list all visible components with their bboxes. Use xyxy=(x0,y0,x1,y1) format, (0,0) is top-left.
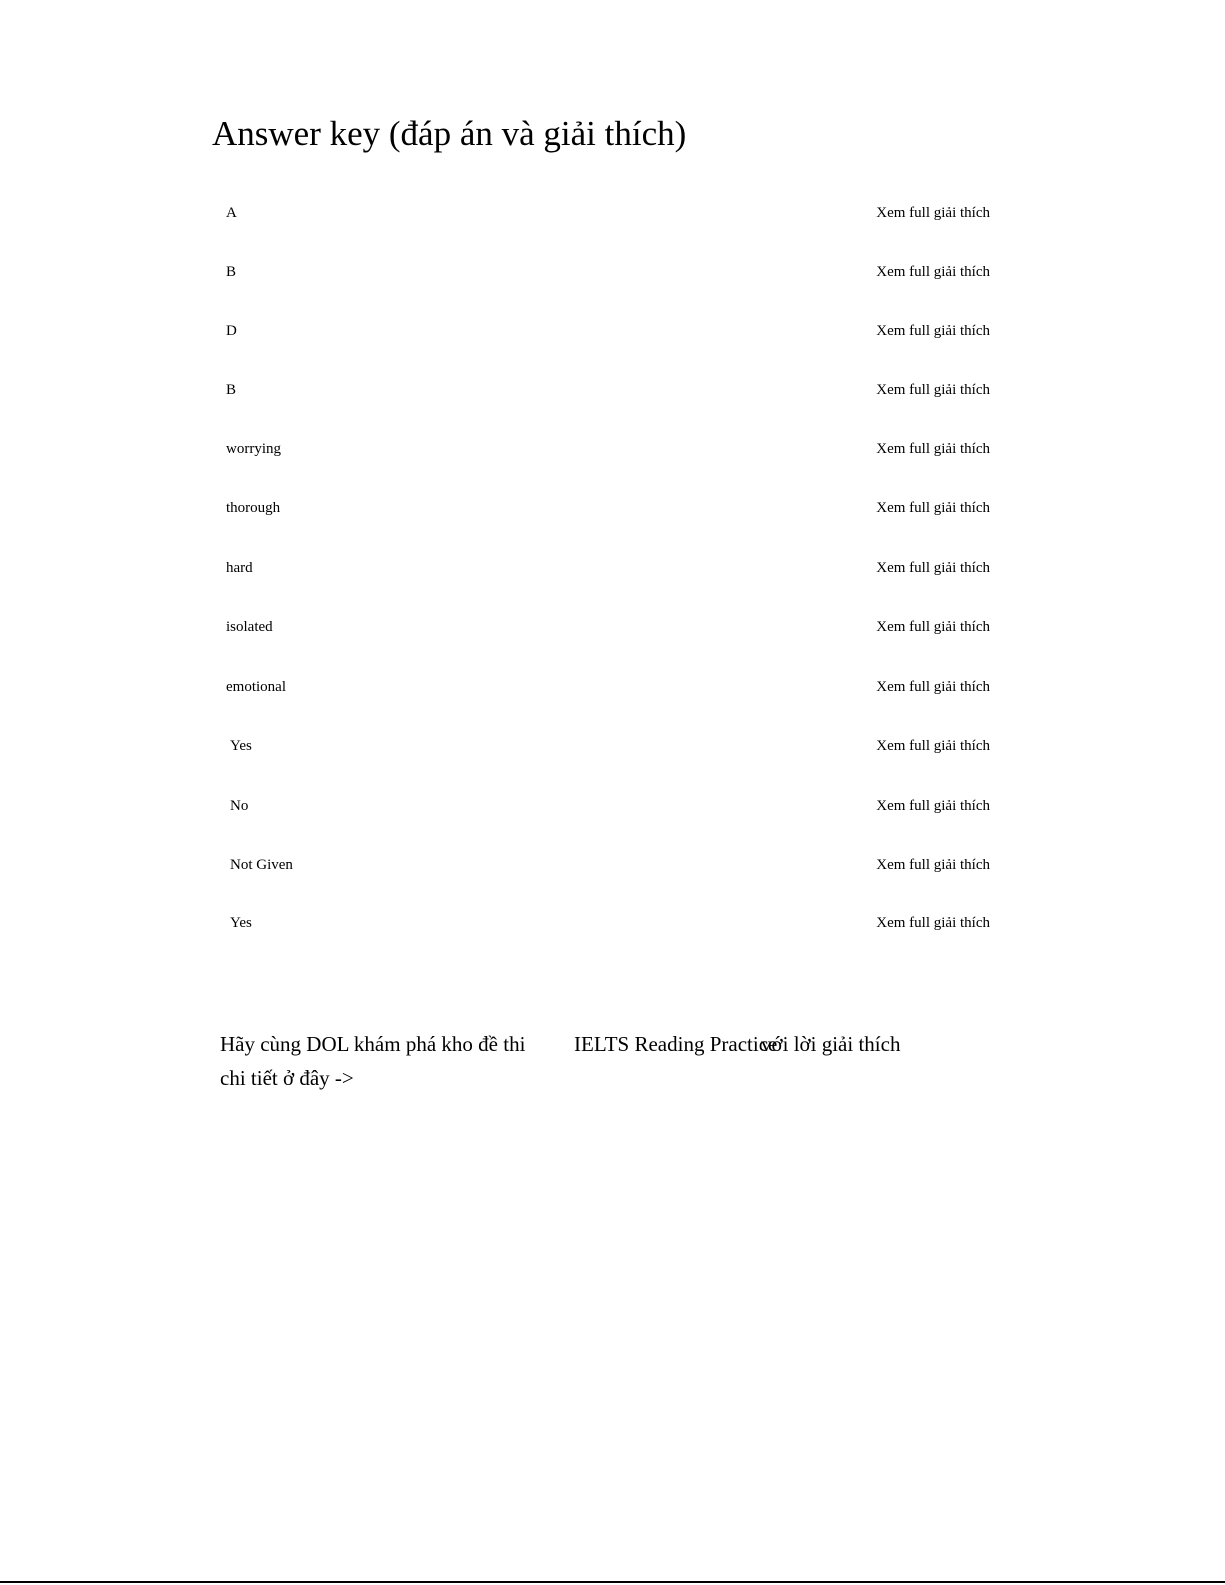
explanation-link[interactable]: Xem full giải thích xyxy=(876,264,990,280)
explanation-link[interactable]: Xem full giải thích xyxy=(876,738,990,754)
explanation-link[interactable]: Xem full giải thích xyxy=(876,679,990,695)
answer-row-2 xyxy=(214,257,1004,287)
explanation-link[interactable]: Xem full giải thích xyxy=(876,382,990,398)
explanation-link[interactable]: Xem full giải thích xyxy=(876,619,990,635)
explanation-link[interactable]: Xem full giải thích xyxy=(876,798,990,814)
answer-row-3 xyxy=(214,316,1004,346)
answer-row-7 xyxy=(214,553,1004,583)
answer-text: Yes xyxy=(230,738,252,754)
answer-text: isolated xyxy=(226,619,273,635)
explanation-link[interactable]: Xem full giải thích xyxy=(876,915,990,931)
answer-row-4 xyxy=(214,375,1004,405)
bottom-divider xyxy=(0,1581,1225,1583)
footer-practice-link[interactable]: IELTS Reading Practice xyxy=(574,1032,778,1056)
answer-row-12 xyxy=(214,850,1004,880)
explanation-link[interactable]: Xem full giải thích xyxy=(876,205,990,221)
explanation-link[interactable]: Xem full giải thích xyxy=(876,500,990,516)
answer-text: Not Given xyxy=(230,857,293,873)
answer-text: Yes xyxy=(230,915,252,931)
answer-text: D xyxy=(226,323,237,339)
footer-text-line1: Hãy cùng DOL khám phá kho đề thi xyxy=(220,1032,526,1056)
explanation-link[interactable]: Xem full giải thích xyxy=(876,441,990,457)
answer-row-11 xyxy=(214,791,1004,821)
answer-text: worrying xyxy=(226,441,281,457)
answer-row-13 xyxy=(214,908,1004,938)
answer-text: No xyxy=(230,798,249,814)
answer-row-5 xyxy=(214,434,1004,464)
explanation-link[interactable]: Xem full giải thích xyxy=(876,560,990,576)
explanation-link[interactable]: Xem full giải thích xyxy=(876,323,990,339)
footer-text-line2: chi tiết ở đây -> xyxy=(220,1066,354,1090)
explanation-link[interactable]: Xem full giải thích xyxy=(876,857,990,873)
answer-row-9 xyxy=(214,672,1004,702)
page-title: Answer key (đáp án và giải thích) xyxy=(212,114,687,153)
answer-text: emotional xyxy=(226,679,286,695)
answer-text: B xyxy=(226,382,237,398)
answer-text: B xyxy=(226,264,237,280)
answer-row-1 xyxy=(214,198,1004,228)
answer-row-6 xyxy=(214,493,1004,523)
answer-text: A xyxy=(226,205,237,221)
answer-row-10 xyxy=(214,731,1004,761)
answer-row-8 xyxy=(214,612,1004,642)
answer-text: hard xyxy=(226,560,253,576)
answer-text: thorough xyxy=(226,500,281,516)
footer-text-line1-end: với lời giải thích xyxy=(761,1032,901,1056)
